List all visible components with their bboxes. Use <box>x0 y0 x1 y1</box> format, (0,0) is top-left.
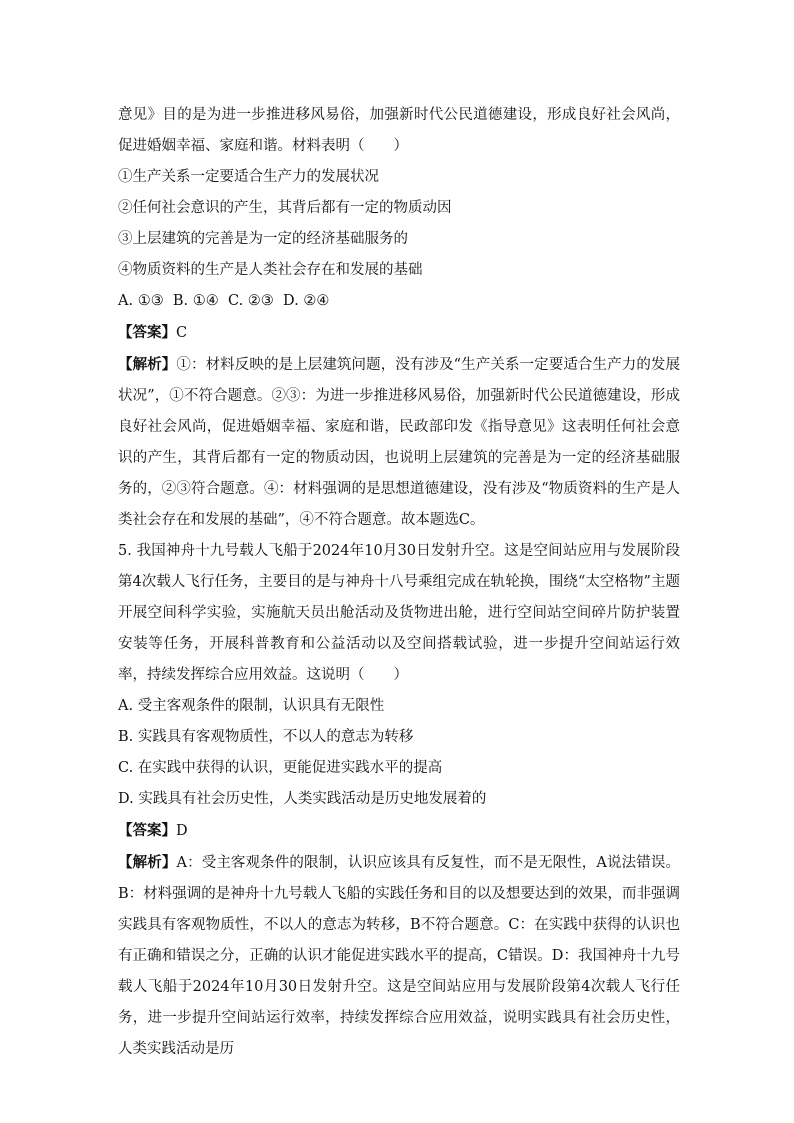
statement-2: ②任何社会意识的产生，其背后都有一定的物质动因 <box>118 200 452 216</box>
statement-4: ④物质资料的生产是人类社会存在和发展的基础 <box>118 262 423 278</box>
q5-option-c: C. 在实践中获得的认识，更能促进实践水平的提高 <box>118 760 443 776</box>
q4-answer <box>118 317 680 349</box>
document-body <box>118 100 680 1065</box>
q4-analysis <box>118 349 680 536</box>
answer-label: 【答案】 <box>118 822 176 839</box>
answer-value: C <box>176 325 188 341</box>
answer-value: D <box>176 823 188 839</box>
q5-answer <box>118 815 680 847</box>
q5-analysis <box>118 847 680 1065</box>
statement-3: ③上层建筑的完善是为一定的经济基础服务的 <box>118 231 408 247</box>
statement-1: ①生产关系一定要适合生产力的发展状况 <box>118 169 379 185</box>
q4-stem-tail: 意见》目的是为进一步推进移风易俗，加强新时代公民道德建设，形成良好社会风尚，促进婚姻幸福、家庭和谐。材料表明（ ） <box>118 107 680 154</box>
q5-stem: 5. 我国神舟十九号载人飞船于2024年10月30日发射升空。这是空间站应用与发展阶段第4次载人飞行任务，主要目的是与神舟十八号乘组完成在轨轮换，围绕“太空格物”主题开展空间科学实验，实施航天员出舱活动及货物进出舱，进行空间站空间碎片防护装置安装等任务，开展科普教育和公益活动以及空间搭载试验，进一步提升空间站运行效率，持续发挥综合应用效益。这说明（ ） <box>118 543 680 683</box>
analysis-label: 【解析】 <box>118 854 177 871</box>
q5-option-a: A. 受主客观条件的限制，认识具有无限性 <box>118 698 385 714</box>
analysis-text: ①：材料反映的是上层建筑问题，没有涉及“生产关系一定要适合生产力的发展状况”，①不符合题意。②③：为进一步推进移风易俗，加强新时代公民道德建设，形成良好社会风尚，促进婚姻幸福、家庭和谐，民政部印发《指导意见》这表明任何社会意识的产生，其背后都有一定的物质动因，也说明上层建筑的完善是为一定的经济基础服务的，②③符合题意。④：材料强调的是思想道德建设，没有涉及“物质资料的生产是人类社会存在和发展的基础”，④不符合题意。故本题选C。 <box>118 357 681 528</box>
analysis-text: A：受主客观条件的限制，认识应该具有反复性，而不是无限性，A说法错误。B：材料强调的是神舟十九号载人飞船的实践任务和目的以及想要达到的效果，而非强调实践具有客观物质性，不以人的意志为转移，B不符合题意。C：在实践中获得的认识也有正确和错误之分，正确的认识才能促进实践水平的提高，C错误。D：我国神舟十九号载人飞船于2024年10月30日发射升空。这是空间站应用与发展阶段第4次载人飞行任务，进一步提升空间站运行效率，持续发挥综合应用效益，说明实践具有社会历史性，人类实践活动是历 <box>118 855 680 1057</box>
answer-label: 【答案】 <box>118 324 176 341</box>
q5-option-d: D. 实践具有社会历史性，人类实践活动是历史地发展着的 <box>118 791 487 807</box>
q5-option-b: B. 实践具有客观物质性，不以人的意志为转移 <box>118 729 414 745</box>
analysis-label: 【解析】 <box>118 356 177 373</box>
q4-options: A. ①③ B. ①④ C. ②③ D. ②④ <box>118 293 330 309</box>
